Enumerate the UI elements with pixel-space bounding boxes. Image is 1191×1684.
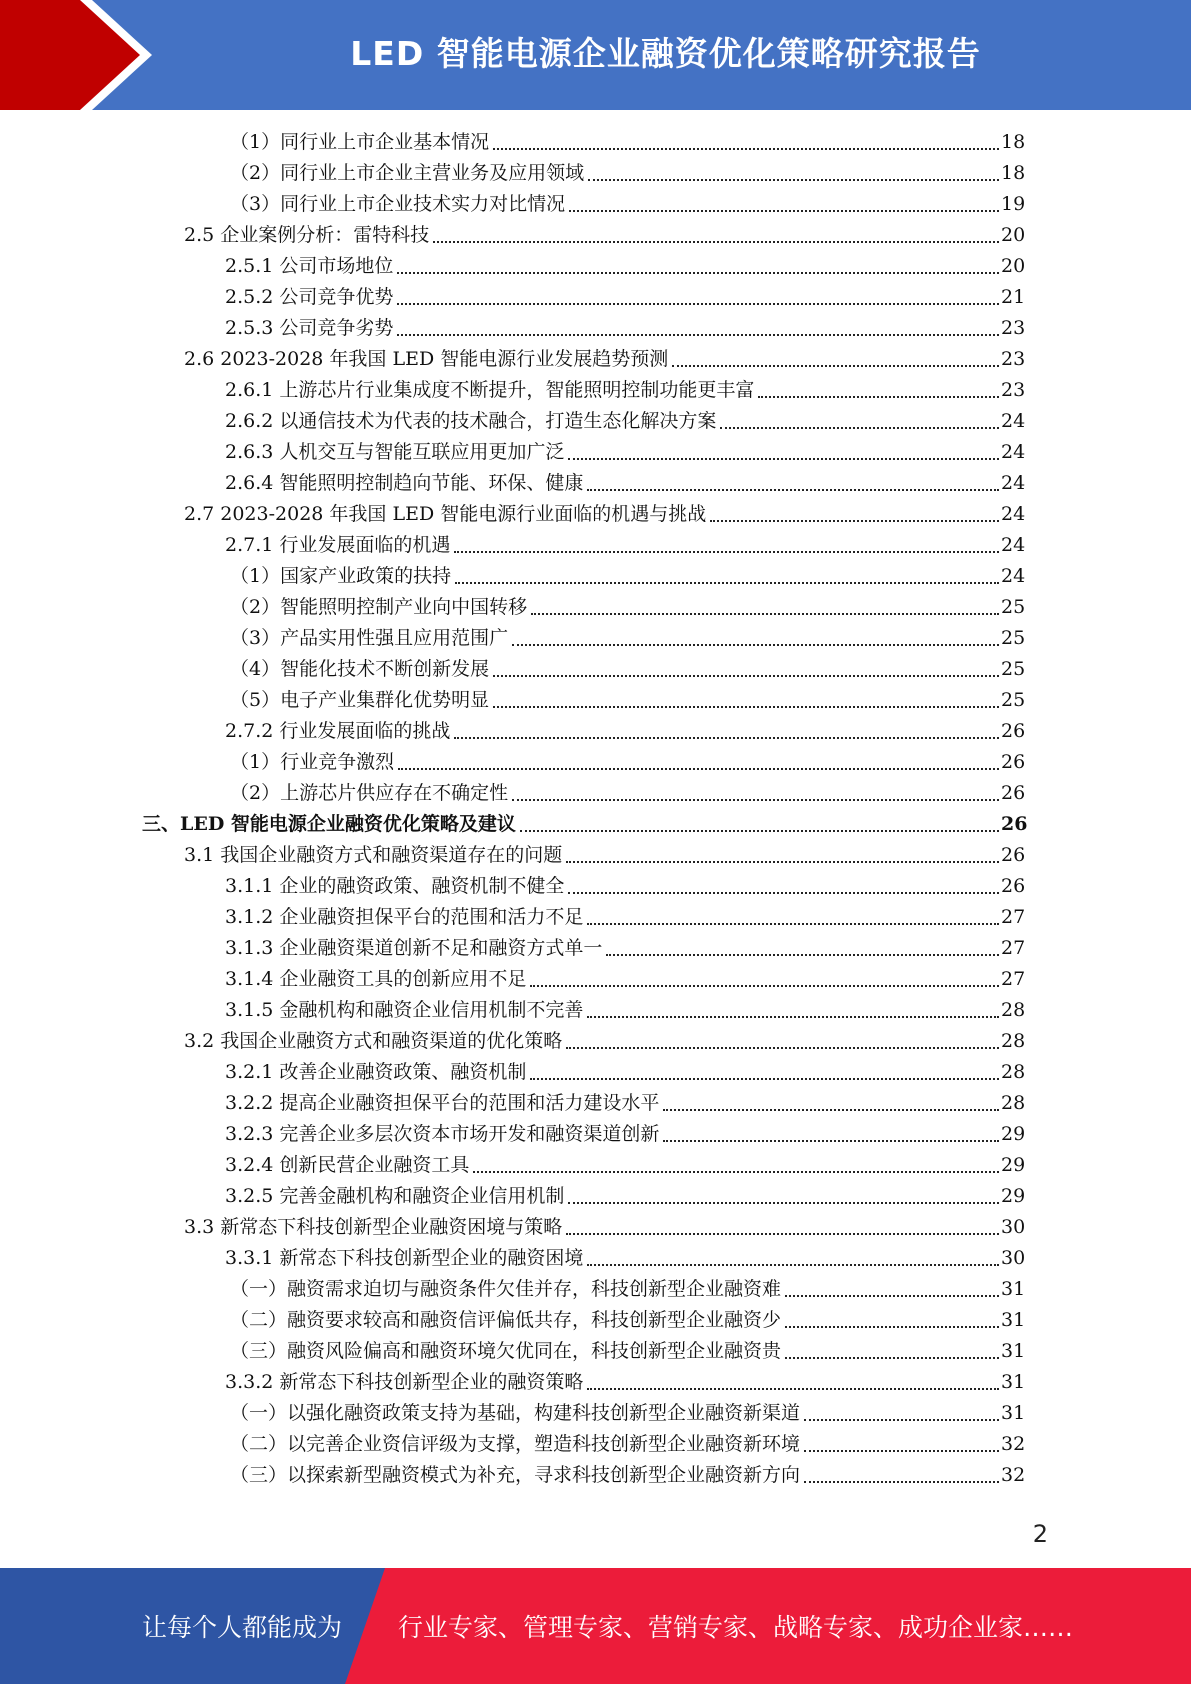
toc-entry-label: 2.5.3 公司竞争劣势 [225, 317, 394, 339]
toc-entry-page: 26 [1001, 813, 1028, 835]
toc-dot-leader [804, 1419, 999, 1452]
toc-entry-label: （1）国家产业政策的扶持 [230, 565, 452, 587]
toc-dot-leader [569, 179, 999, 212]
toc-entry-label: 3.1 我国企业融资方式和融资渠道存在的问题 [184, 844, 563, 866]
toc-dot-leader [758, 365, 999, 398]
toc-dot-leader [568, 427, 999, 460]
toc-entry-label: （5）电子产业集群化优势明显 [230, 689, 490, 711]
toc-entry-label: 2.5.1 公司市场地位 [225, 255, 394, 277]
toc-dot-leader [531, 582, 999, 615]
toc-dot-leader [587, 1357, 999, 1390]
toc-entry-page: 26 [1001, 720, 1026, 742]
toc-entry-page: 20 [1001, 255, 1026, 277]
toc-entry-page: 24 [1001, 534, 1026, 556]
toc-entry-label: 3.2.5 完善金融机构和融资企业信用机制 [225, 1185, 565, 1207]
toc-dot-leader [587, 985, 999, 1018]
toc-entry-page: 23 [1001, 348, 1026, 370]
toc-dot-leader [566, 1202, 999, 1235]
toc-entry-page: 23 [1001, 317, 1026, 339]
toc-entry-label: （1）同行业上市企业基本情况 [230, 131, 490, 153]
toc-entry-page: 24 [1001, 503, 1026, 525]
toc-entry-label: 3.3 新常态下科技创新型企业融资困境与策略 [184, 1216, 563, 1238]
toc-entry-label: 2.6.4 智能照明控制趋向节能、环保、健康 [225, 472, 584, 494]
toc-entry-page: 18 [1001, 162, 1026, 184]
toc-dot-leader [588, 148, 999, 181]
toc-entry-label: 2.6 2023-2028 年我国 LED 智能电源行业发展趋势预测 [184, 348, 669, 370]
page-footer [0, 1568, 1191, 1684]
toc-entry-page: 31 [1001, 1309, 1026, 1331]
toc-dot-leader [587, 458, 999, 491]
toc-dot-leader [606, 923, 999, 956]
toc-entry-label: 2.5 企业案例分析：雷特科技 [184, 224, 430, 246]
toc-dot-leader [785, 1264, 999, 1297]
toc-entry-label: 3.1.2 企业融资担保平台的范围和活力不足 [225, 906, 584, 928]
toc-dot-leader [587, 1233, 999, 1266]
toc-dot-leader [433, 210, 999, 243]
toc-entry-page: 26 [1001, 751, 1026, 773]
toc-dot-leader [566, 830, 999, 863]
toc-dot-leader [397, 241, 999, 274]
toc-dot-leader [568, 861, 999, 894]
toc-entry-page: 27 [1001, 968, 1026, 990]
toc-entry-page: 18 [1001, 131, 1026, 153]
toc-entry-label: 2.7 2023-2028 年我国 LED 智能电源行业面临的机遇与挑战 [184, 503, 707, 525]
toc-entry-page: 30 [1001, 1216, 1026, 1238]
toc-entry-page: 28 [1001, 999, 1026, 1021]
toc-entry-label: 2.7.1 行业发展面临的机遇 [225, 534, 451, 556]
toc-entry-label: （三）以探索新型融资模式为补充，寻求科技创新型企业融资新方向 [230, 1464, 801, 1486]
toc-dot-leader [397, 272, 999, 305]
toc-dot-leader [397, 303, 999, 336]
toc-entry-label: （4）智能化技术不断创新发展 [230, 658, 490, 680]
toc-entry-page: 25 [1001, 596, 1026, 618]
toc-entry-label: 3.2.2 提高企业融资担保平台的范围和活力建设水平 [225, 1092, 660, 1114]
header-red-arrow-icon [0, 0, 140, 110]
toc-dot-leader [785, 1295, 999, 1328]
toc-entry-page: 29 [1001, 1123, 1026, 1145]
toc-dot-leader [530, 954, 999, 987]
toc-entry-page: 21 [1001, 286, 1026, 308]
toc-entry-label: 2.5.2 公司竞争优势 [225, 286, 394, 308]
toc-entry-page: 28 [1001, 1092, 1026, 1114]
toc-entry-label: （1）行业竞争激烈 [230, 751, 395, 773]
toc-entry-label: （一）融资需求迫切与融资条件欠佳并存，科技创新型企业融资难 [230, 1278, 782, 1300]
toc-entry-label: 2.7.2 行业发展面临的挑战 [225, 720, 451, 742]
toc-dot-leader [493, 644, 999, 677]
toc-entry-label: 3.1.4 企业融资工具的创新应用不足 [225, 968, 527, 990]
toc-entry-label: （2）智能照明控制产业向中国转移 [230, 596, 528, 618]
toc-entry-label: （2）上游芯片供应存在不确定性 [230, 782, 509, 804]
toc-dot-leader [672, 334, 999, 367]
toc-entry-page: 24 [1001, 565, 1026, 587]
toc-dot-leader [512, 768, 999, 801]
toc-dot-leader [454, 706, 999, 739]
toc-entry-page: 25 [1001, 627, 1026, 649]
toc-entry-page: 19 [1001, 193, 1026, 215]
toc-entry-label: （3）同行业上市企业技术实力对比情况 [230, 193, 566, 215]
toc-entry-label: （二）以完善企业资信评级为支撑，塑造科技创新型企业融资新环境 [230, 1433, 801, 1455]
page-header [0, 0, 1191, 110]
toc-dot-leader [566, 1016, 999, 1049]
page-number: 2 [1032, 1520, 1048, 1548]
toc-dot-leader [804, 1450, 999, 1483]
toc-entry-label: 3.1.3 企业融资渠道创新不足和融资方式单一 [225, 937, 603, 959]
toc-entry-label: 2.6.2 以通信技术为代表的技术融合，打造生态化解决方案 [225, 410, 717, 432]
toc-dot-leader [520, 799, 999, 832]
toc-entry-label: （3）产品实用性强且应用范围广 [230, 627, 509, 649]
toc-entry-page: 32 [1001, 1464, 1026, 1486]
toc-entry-page: 26 [1001, 844, 1026, 866]
toc-entry-page: 24 [1001, 410, 1026, 432]
toc-entry-label: 3.2 我国企业融资方式和融资渠道的优化策略 [184, 1030, 563, 1052]
toc-entry-page: 25 [1001, 689, 1026, 711]
toc-dot-leader [785, 1326, 999, 1359]
toc-entry-page: 25 [1001, 658, 1026, 680]
toc-dot-leader [530, 1047, 999, 1080]
toc-entry-page: 24 [1001, 441, 1026, 463]
toc-entry-page: 23 [1001, 379, 1026, 401]
toc-entry-label: 2.6.1 上游芯片行业集成度不断提升，智能照明控制功能更丰富 [225, 379, 755, 401]
toc-entry-page: 20 [1001, 224, 1026, 246]
toc-dot-leader [663, 1109, 999, 1142]
toc-entry-page: 29 [1001, 1154, 1026, 1176]
toc-entry-label: 3.3.2 新常态下科技创新型企业的融资策略 [225, 1371, 584, 1393]
toc-entry-label: （一）以强化融资政策支持为基础，构建科技创新型企业融资新渠道 [230, 1402, 801, 1424]
toc-entry-label: 三、LED 智能电源企业融资优化策略及建议 [142, 813, 516, 835]
toc-dot-leader [568, 1171, 999, 1204]
toc-entry-page: 24 [1001, 472, 1026, 494]
toc-entry-label: （三）融资风险偏高和融资环境欠优同在，科技创新型企业融资贵 [230, 1340, 782, 1362]
toc-dot-leader [473, 1140, 999, 1173]
toc-entry-label: 3.1.5 金融机构和融资企业信用机制不完善 [225, 999, 584, 1021]
toc-entry-page: 30 [1001, 1247, 1026, 1269]
toc-entry-label: 3.2.4 创新民营企业融资工具 [225, 1154, 470, 1176]
toc-entry-label: 3.2.3 完善企业多层次资本市场开发和融资渠道创新 [225, 1123, 660, 1145]
toc-dot-leader [512, 613, 999, 646]
toc-dot-leader [804, 1388, 999, 1421]
toc-entry-page: 28 [1001, 1030, 1026, 1052]
toc-dot-leader [663, 1078, 999, 1111]
footer-slogan-right: 行业专家、管理专家、营销专家、战略专家、成功企业家…… [398, 1613, 1074, 1642]
toc-dot-leader [720, 396, 999, 429]
toc-entry-label: 3.1.1 企业的融资政策、融资机制不健全 [225, 875, 565, 897]
toc-entry-page: 28 [1001, 1061, 1026, 1083]
toc-entry-page: 27 [1001, 937, 1026, 959]
toc-dot-leader [454, 520, 999, 553]
toc-entry-page: 29 [1001, 1185, 1026, 1207]
toc-entry-label: 3.2.1 改善企业融资政策、融资机制 [225, 1061, 527, 1083]
toc-dot-leader [710, 489, 999, 522]
report-title: LED 智能电源企业融资优化策略研究报告 [350, 34, 981, 73]
toc-entry-page: 27 [1001, 906, 1026, 928]
toc-dot-leader [493, 117, 999, 150]
footer-slogan-left: 让每个人都能成为 [142, 1613, 343, 1642]
toc-entry-label: （2）同行业上市企业主营业务及应用领域 [230, 162, 585, 184]
toc-entry-page: 26 [1001, 782, 1026, 804]
toc-dot-leader [493, 675, 999, 708]
toc-entry-page: 26 [1001, 875, 1026, 897]
toc-entry-label: 3.3.1 新常态下科技创新型企业的融资困境 [225, 1247, 584, 1269]
toc-entry-page: 31 [1001, 1340, 1026, 1362]
toc-dot-leader [398, 737, 999, 770]
toc-dot-leader [587, 892, 999, 925]
toc-entry-page: 31 [1001, 1402, 1026, 1424]
toc-dot-leader [455, 551, 999, 584]
toc-entry-page: 32 [1001, 1433, 1026, 1455]
toc-entry-page: 31 [1001, 1278, 1026, 1300]
toc-entry-page: 31 [1001, 1371, 1026, 1393]
toc-entry[interactable] [230, 1460, 1025, 1491]
toc-entry-label: 2.6.3 人机交互与智能互联应用更加广泛 [225, 441, 565, 463]
toc-entry-label: （二）融资要求较高和融资信评偏低共存，科技创新型企业融资少 [230, 1309, 782, 1331]
